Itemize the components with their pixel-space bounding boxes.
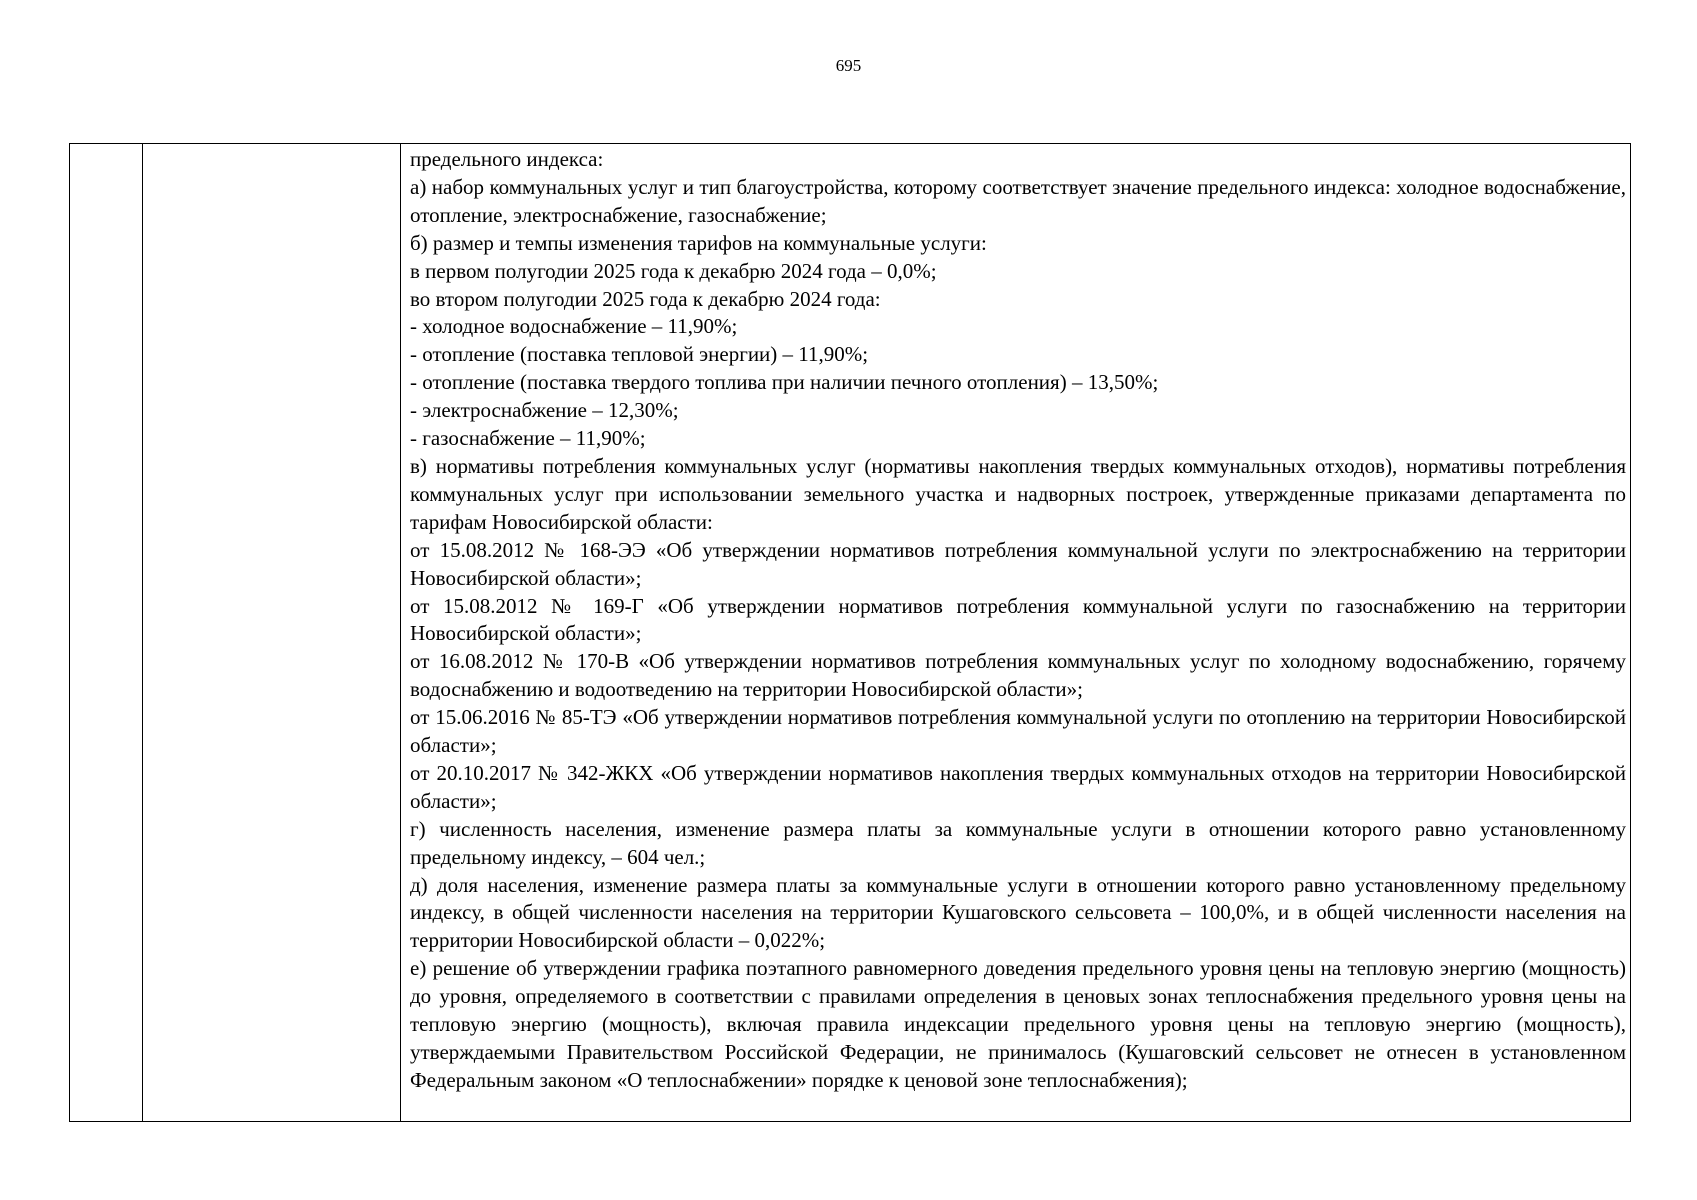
paragraph: - холодное водоснабжение – 11,90%; [410,314,738,339]
paragraph: во втором полугодии 2025 года к декабрю 2024 года: [410,286,881,311]
document-table [69,143,1631,1122]
paragraph: от 15.08.2012 № 168-ЭЭ «Об утверждении нормативов потребления коммунальной услуги по электроснабжению на территории Новосибирской области»; [410,537,1626,590]
paragraph: г) численность населения, изменение размера платы за коммунальные услуги в отношении которого равно установленному предельному индексу, – 604 чел.; [410,816,1626,869]
paragraph: д) доля населения, изменение размера платы за коммунальные услуги в отношении которого равно установленному предельному индексу, в общей численности населения на территории Кушаговского сельсовета – 100,0%, и в общей численности населения на территории Новосибирской области – 0,022%; [410,872,1626,953]
paragraph: от 15.08.2012 № 169-Г «Об утверждении нормативов потребления коммунальной услуги по газоснабжению на территории Новосибирской области»; [410,593,1626,646]
paragraph: а) набор коммунальных услуг и тип благоустройства, которому соответствует значение предельного индекса: холодное водоснабжение, отопление, электроснабжение, газоснабжение; [410,174,1626,227]
paragraph: в) нормативы потребления коммунальных услуг (нормативы накопления твердых коммунальных отходов), нормативы потребления коммунальных услуг при использовании земельного участка и надворных построек, утвержденные приказами департамента по тарифам Новосибирской области: [410,453,1626,534]
paragraph: - отопление (поставка тепловой энергии) – 11,90%; [410,342,869,367]
paragraph: б) размер и темпы изменения тарифов на коммунальные услуги: [410,230,987,255]
table-cell-empty-1 [70,144,143,1122]
paragraph: в первом полугодии 2025 года к декабрю 2024 года – 0,0%; [410,258,937,283]
table-cell-empty-2 [143,144,401,1122]
paragraph: - отопление (поставка твердого топлива при наличии печного отопления) – 13,50%; [410,370,1159,395]
page-number: 695 [835,56,862,75]
table-row [70,144,1631,1122]
paragraph: - газоснабжение – 11,90%; [410,426,646,451]
paragraph: е) решение об утверждении графика поэтапного равномерного доведения предельного уровня цены на тепловую энергию (мощность) до уровня, определяемого в соответствии с правилами определения в ценовых зонах теплоснабжения предельного уровня цены на тепловую энергию (мощность), включая правила индексации предельного уровня цены на тепловую энергию (мощность), утверждаемыми Правительством Российской Федерации, не принималось (Кушаговский сельсовет не отнесен в установленном Федеральным законом «О теплоснабжении» порядке к ценовой зоне теплоснабжения); [410,956,1626,1092]
paragraph: от 15.06.2016 № 85-ТЭ «Об утверждении нормативов потребления коммунальной услуги по отоплению на территории Новосибирской области»; [410,705,1626,758]
paragraph: - электроснабжение – 12,30%; [410,398,679,423]
content-text-block [401,144,1630,1121]
paragraph: предельного индекса: [410,147,604,171]
paragraph: от 16.08.2012 № 170-В «Об утверждении нормативов потребления коммунальных услуг по холодному водоснабжению, горячему водоснабжению и водоотведению на территории Новосибирской области»; [410,649,1626,702]
paragraph: от 20.10.2017 № 342-ЖКХ «Об утверждении нормативов накопления твердых коммунальных отходов на территории Новосибирской области»; [410,760,1626,813]
table-cell-content [401,144,1631,1122]
